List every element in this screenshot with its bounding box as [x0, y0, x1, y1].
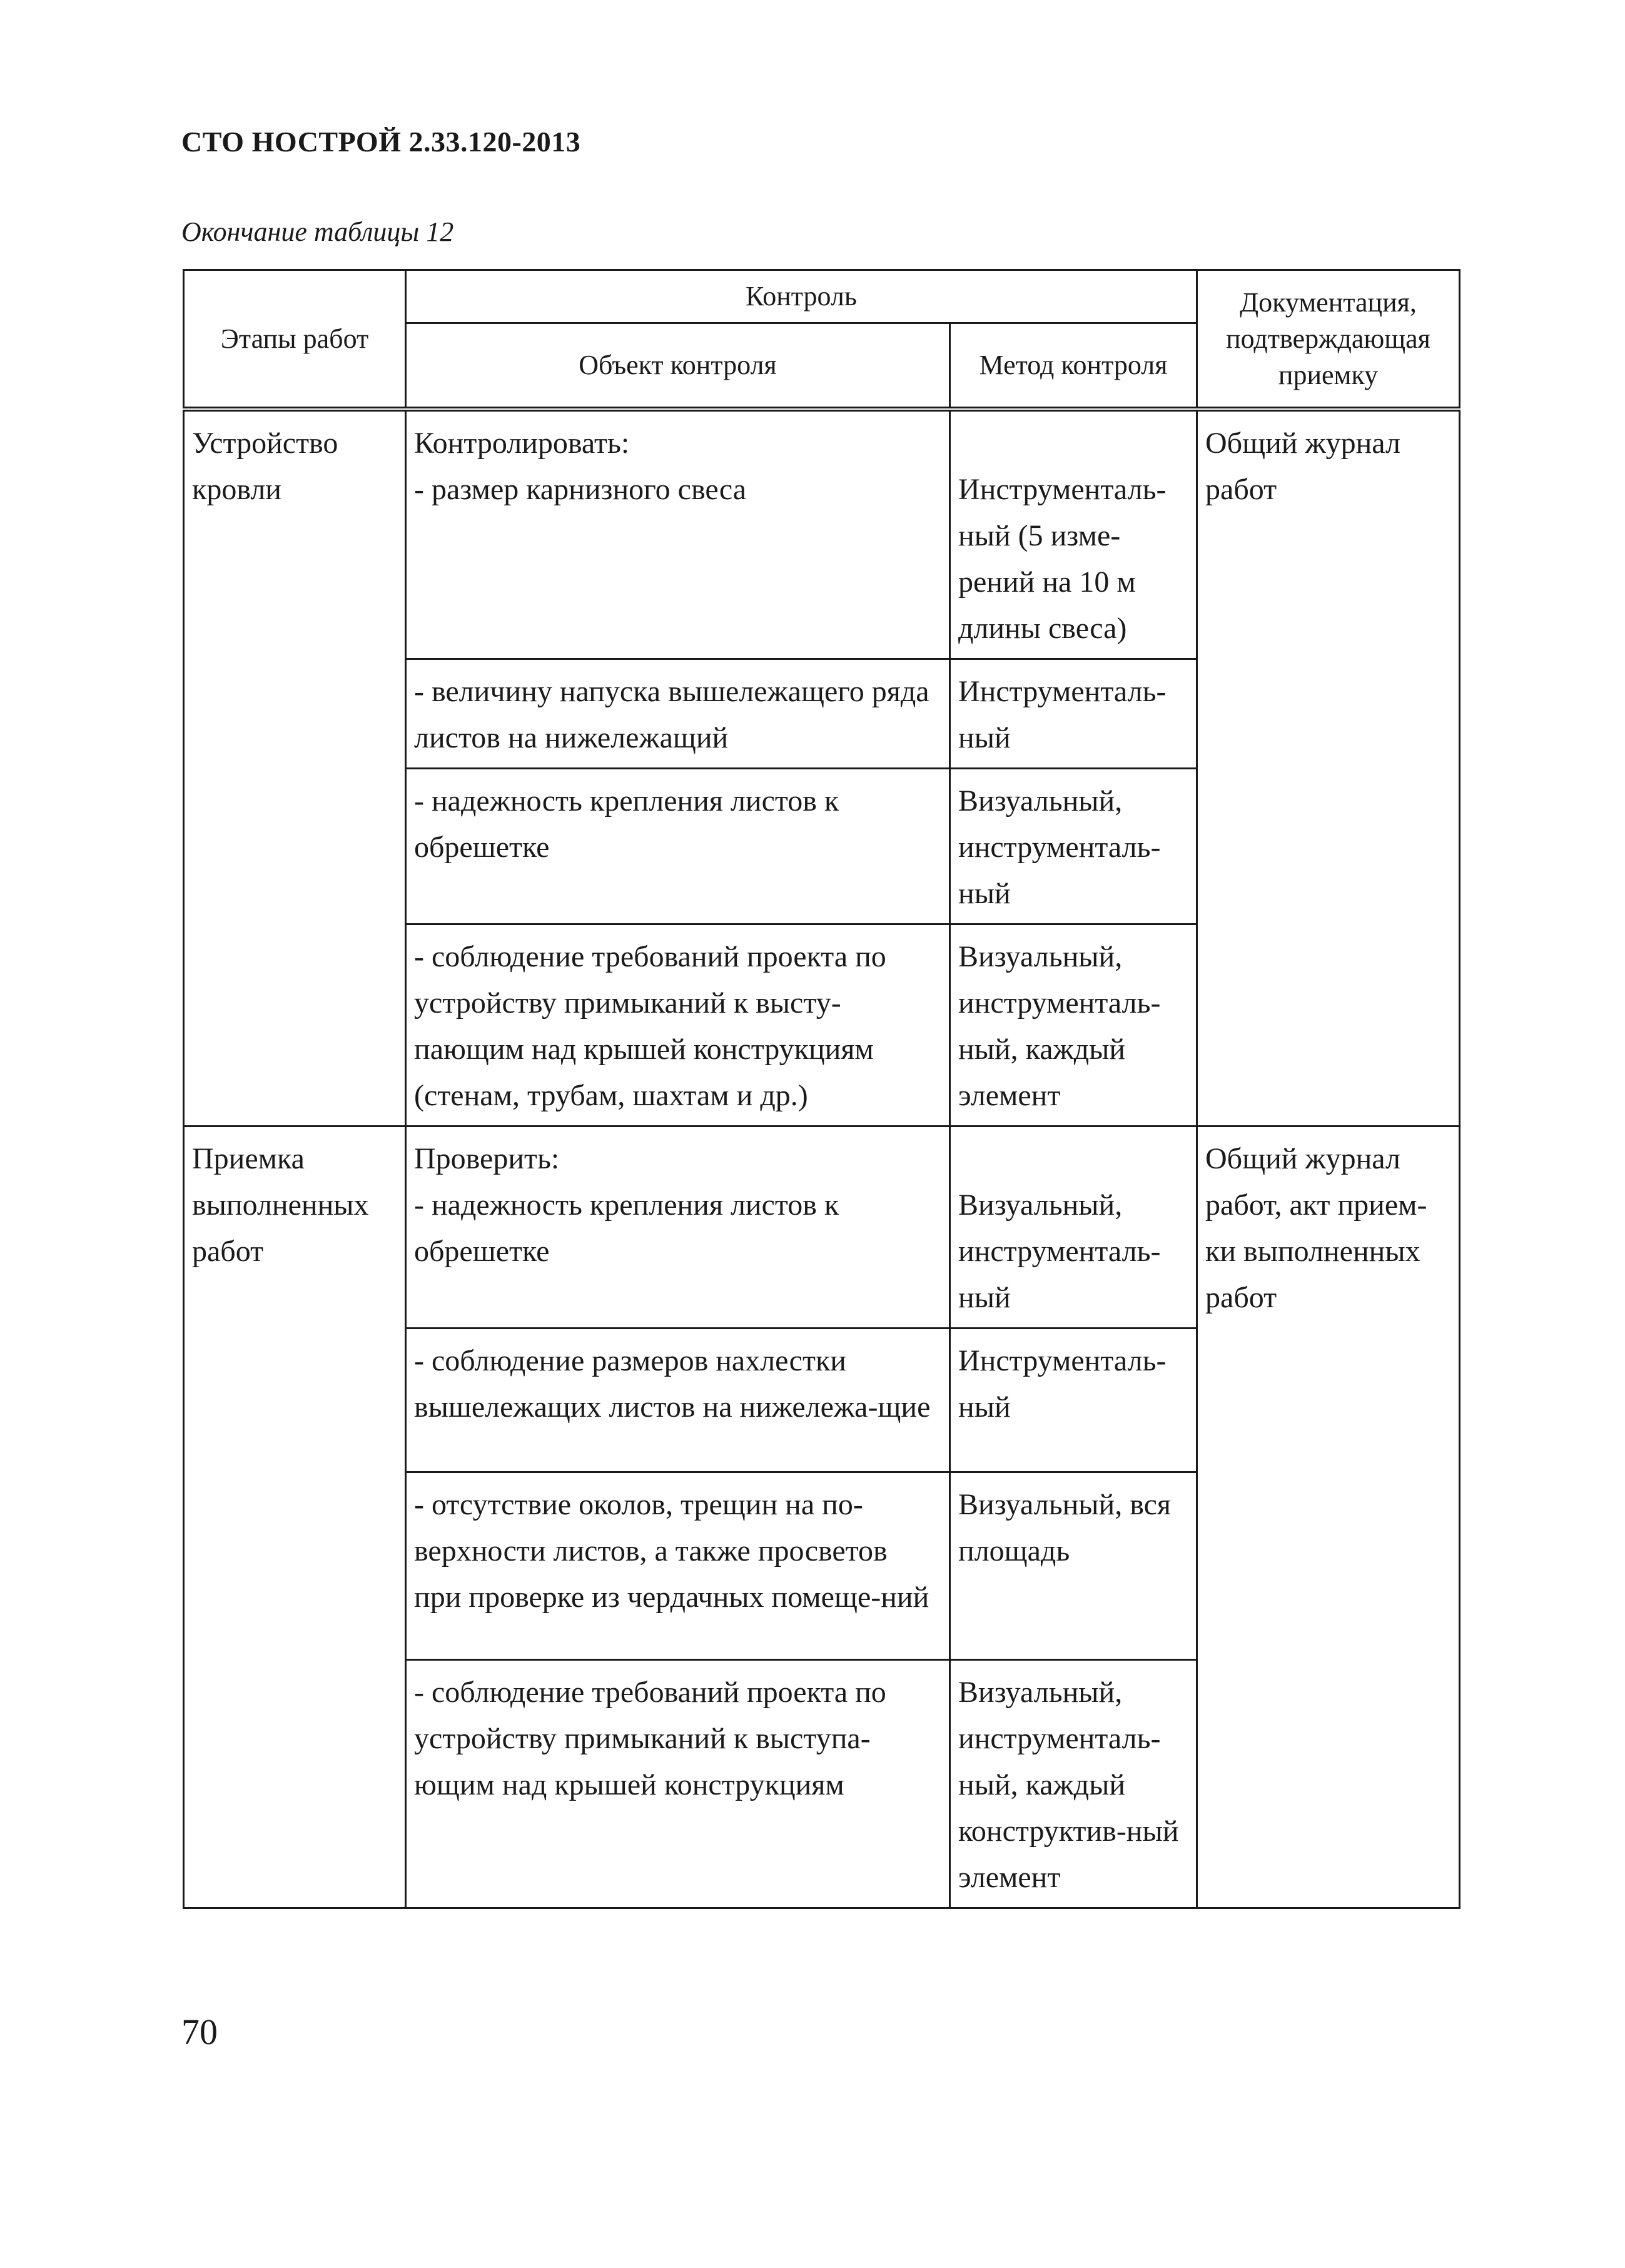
object-cell: - отсутствие околов, трещин на по-верхности листов, а также просветов при проверке из чердачных помеще-ний — [406, 1472, 950, 1660]
object-cell: - величину напуска вышележащего ряда листов на нижележащий — [406, 659, 950, 769]
header-method: Метод контроля — [950, 323, 1197, 410]
header-control: Контроль — [406, 270, 1197, 323]
method-cell: Визуальный, инструменталь-ный, каждый элемент — [950, 924, 1197, 1126]
table-body — [184, 409, 1460, 1908]
object-cell: - надежность крепления листов к обрешетке — [406, 769, 950, 924]
object-cell: - соблюдение размеров нахлестки вышележащих листов на нижележа-щие — [406, 1329, 950, 1472]
object-cell: - соблюдение требований проекта по устройству примыканий к высту-пающим над крышей конструкциям (стенам, трубам, шахтам и др.) — [406, 924, 950, 1126]
method-cell: Визуальный, вся площадь — [950, 1472, 1197, 1660]
table-row — [184, 1126, 1460, 1329]
method-cell: Инструменталь-ный — [950, 1329, 1197, 1472]
header-object: Объект контроля — [406, 323, 950, 410]
object-cell: Контролировать: - размер карнизного свеса — [406, 409, 950, 659]
header-documentation: Документация, подтверждающая приемку — [1197, 270, 1460, 410]
method-cell: Визуальный, инструменталь-ный — [950, 1126, 1197, 1329]
method-cell: Визуальный, инструменталь-ный, каждый конструктив-ный элемент — [950, 1660, 1197, 1908]
documentation-cell: Общий журнал работ, акт прием-ки выполненных работ — [1197, 1126, 1460, 1908]
document-header: СТО НОСТРОЙ 2.33.120-2013 — [181, 126, 581, 158]
stage-cell: Приемка выполненных работ — [184, 1126, 406, 1908]
control-table — [183, 269, 1460, 1909]
method-cell: Инструменталь-ный (5 изме-рений на 10 м длины свеса) — [950, 409, 1197, 659]
page-number: 70 — [181, 2012, 218, 2052]
stage-cell: Устройство кровли — [184, 409, 406, 1126]
object-cell: Проверить: - надежность крепления листов к обрешетке — [406, 1126, 950, 1329]
header-stages: Этапы работ — [184, 270, 406, 410]
control-table-wrapper — [183, 269, 1459, 1909]
table-row — [184, 409, 1460, 659]
method-cell: Инструменталь-ный — [950, 659, 1197, 769]
table-caption: Окончание таблицы 12 — [181, 216, 454, 247]
method-cell: Визуальный, инструменталь-ный — [950, 769, 1197, 924]
object-cell: - соблюдение требований проекта по устройству примыканий к выступа-ющим над крышей конструкциям — [406, 1660, 950, 1908]
documentation-cell: Общий журнал работ — [1197, 409, 1460, 1126]
